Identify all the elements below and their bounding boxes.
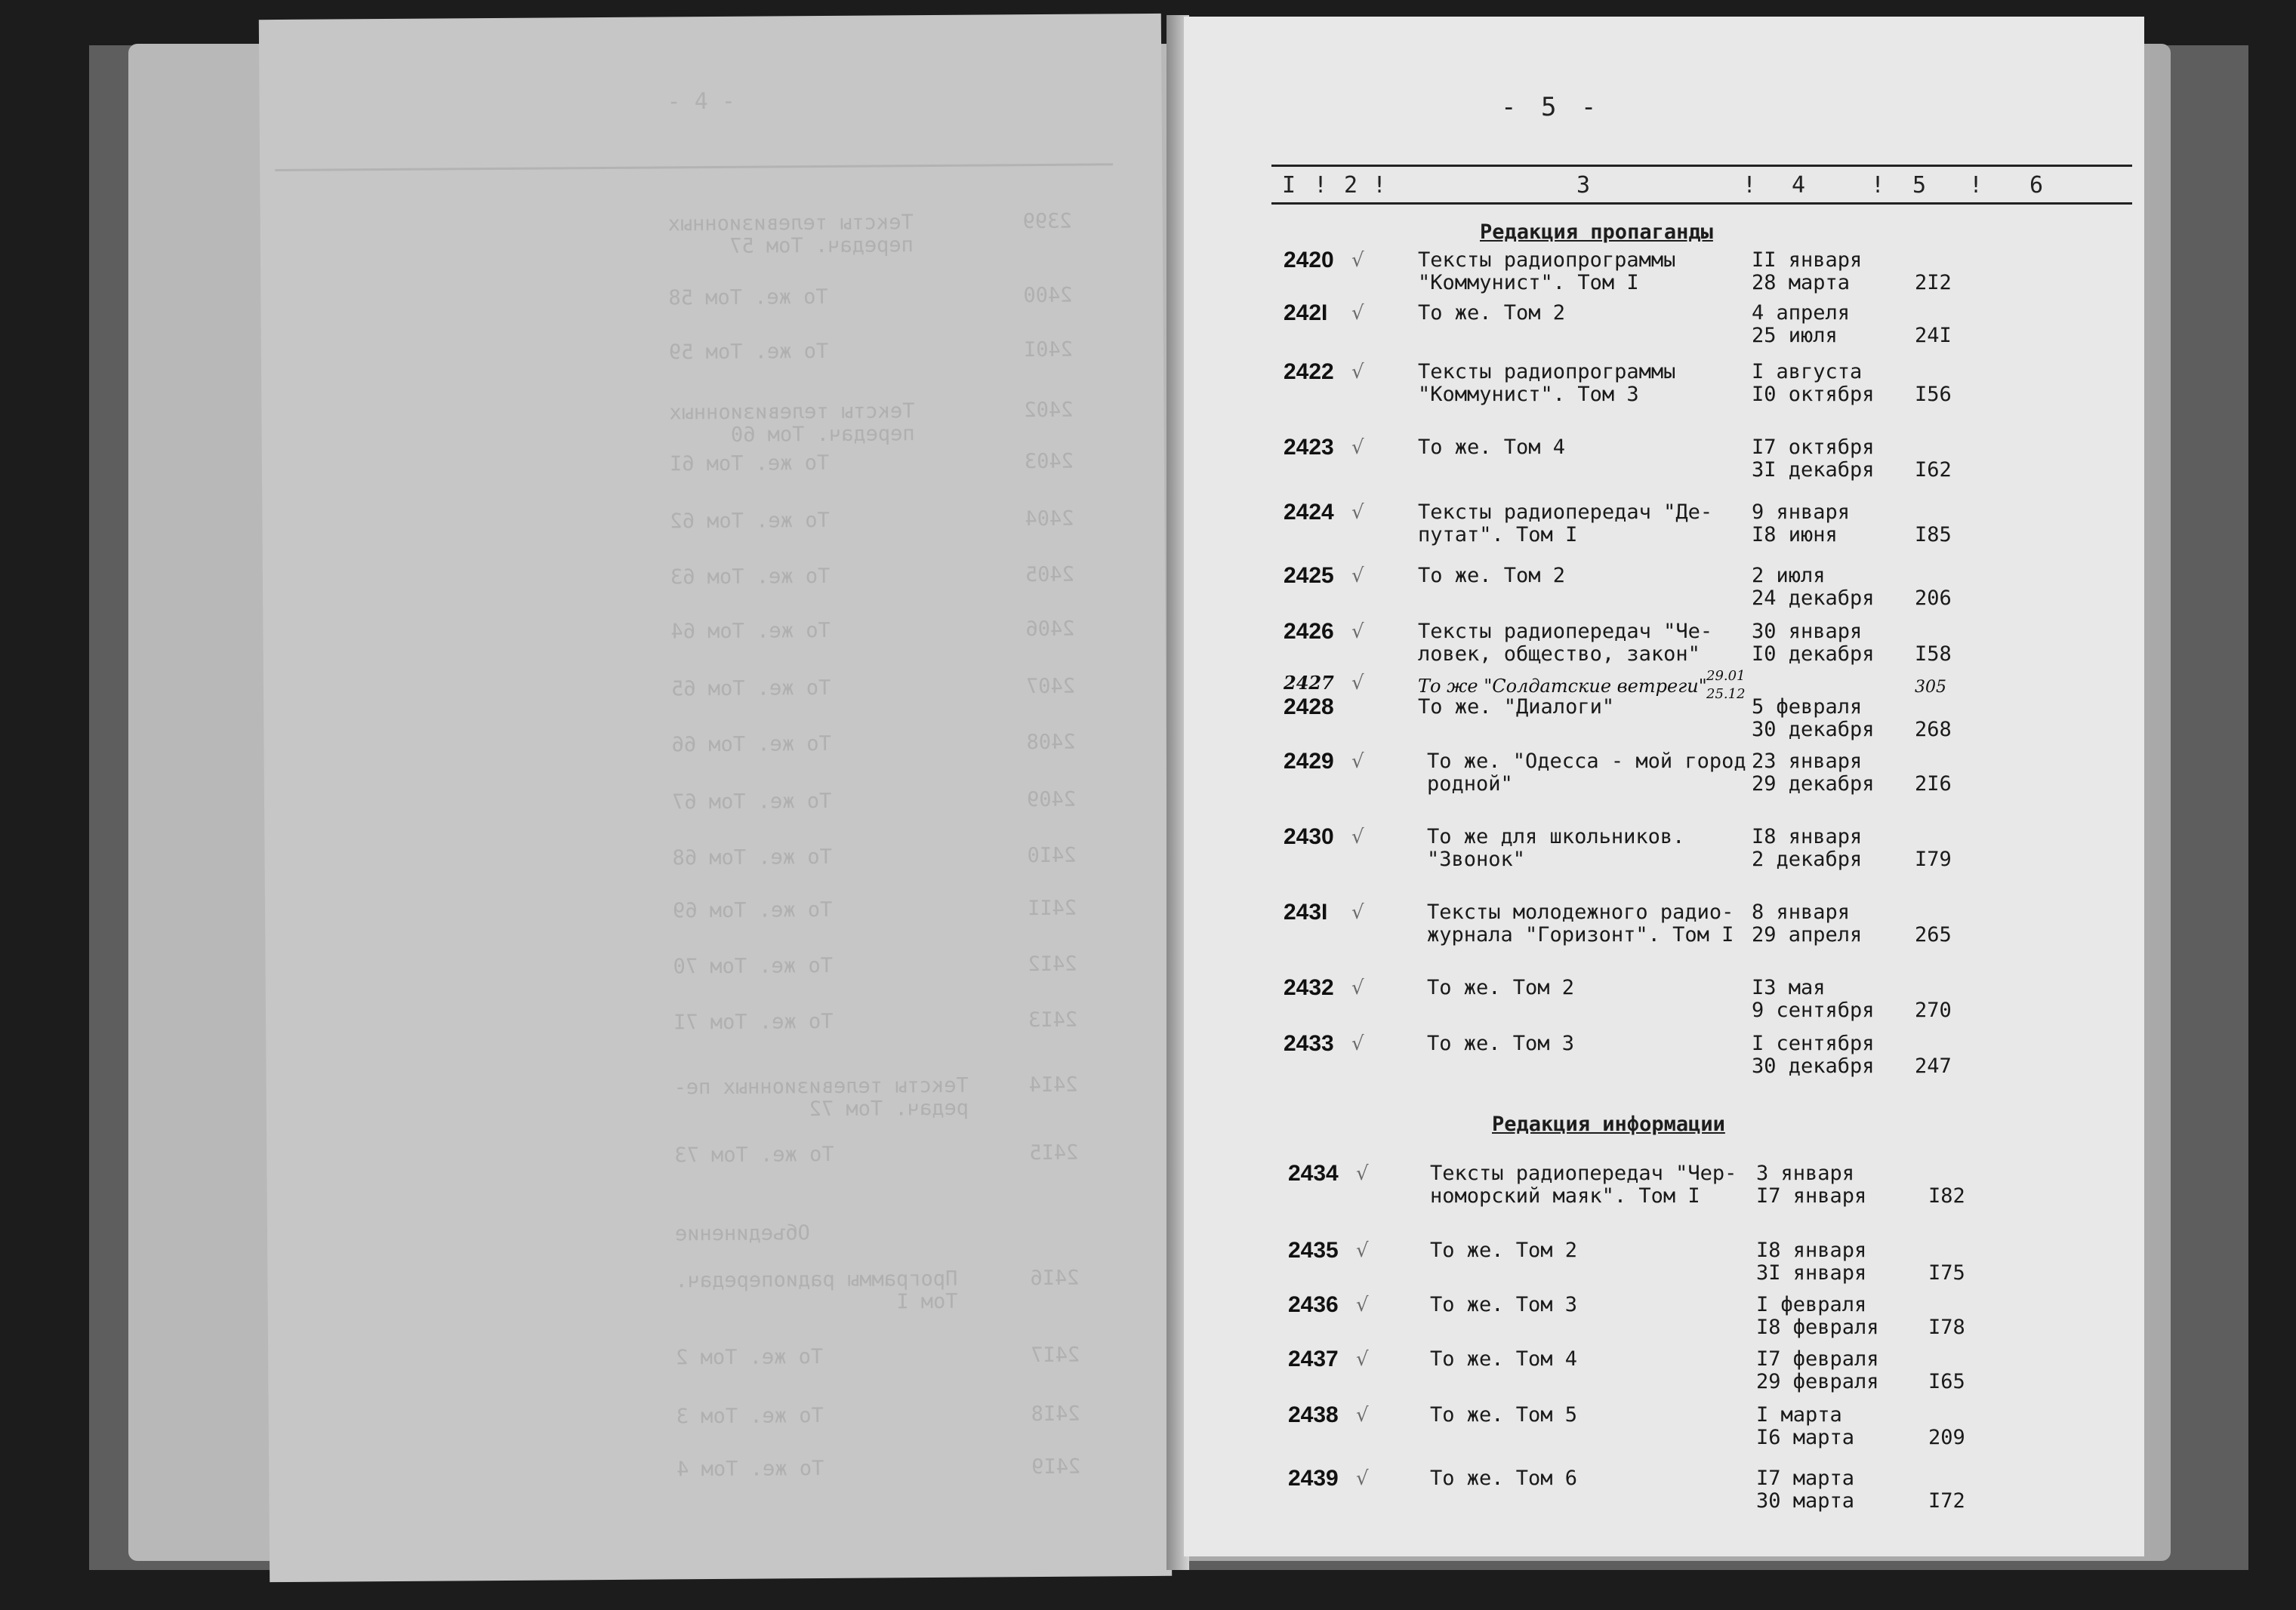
row-number: 2423 bbox=[1284, 435, 1334, 460]
left-row-number: 2408 bbox=[1026, 730, 1076, 755]
row-dates: I февраля I8 февраля bbox=[1756, 1293, 1879, 1339]
left-page bbox=[259, 14, 1172, 1582]
row-sheet-count: 247 bbox=[1915, 1054, 1952, 1078]
check-mark: √ bbox=[1356, 1348, 1369, 1371]
row-title: То же. "Диалоги" bbox=[1418, 695, 1615, 719]
handwritten-dates: 29.01 25.12 bbox=[1706, 668, 1746, 702]
left-row-title: Тексты телевизионных пе- редач. Том 72 bbox=[673, 1073, 969, 1122]
left-page-rows bbox=[259, 14, 1161, 1482]
column-header-3: 3 bbox=[1576, 172, 1591, 199]
left-row-number: 24I0 bbox=[1027, 843, 1077, 868]
row-number: 2433 bbox=[1284, 1031, 1334, 1056]
left-row-title: Тексты телевизионных передач. Том 60 bbox=[669, 399, 915, 447]
left-table-row bbox=[266, 1008, 1172, 1035]
row-dates: I8 января 3I января bbox=[1756, 1239, 1867, 1285]
left-row-number: 2400 bbox=[1023, 283, 1073, 308]
row-dates: 9 января I8 июня bbox=[1752, 500, 1851, 546]
left-table-row bbox=[264, 730, 1172, 757]
left-row-number: 2405 bbox=[1025, 562, 1075, 587]
column-header-5: 5 bbox=[1912, 172, 1927, 199]
left-row-number: 24I8 bbox=[1031, 1402, 1080, 1427]
left-row-title: Программы радиопередач. Том I bbox=[675, 1267, 958, 1314]
row-title: То же. Том 4 bbox=[1430, 1347, 1578, 1371]
row-dates: I7 февраля 29 февраля bbox=[1756, 1347, 1879, 1393]
left-table-row bbox=[261, 337, 1172, 365]
column-separator: ! bbox=[1743, 172, 1757, 199]
left-row-number: 24I3 bbox=[1028, 1008, 1078, 1033]
left-row-title: То же. Том 3 bbox=[676, 1404, 824, 1429]
left-row-title: Объединение bbox=[674, 1221, 810, 1246]
check-mark: √ bbox=[1351, 826, 1364, 848]
left-row-title: То же. Том 69 bbox=[672, 897, 833, 923]
check-mark: √ bbox=[1351, 501, 1364, 524]
left-row-title: То же. Том 66 bbox=[671, 731, 831, 757]
row-number: 243I bbox=[1284, 900, 1328, 925]
check-mark: √ bbox=[1356, 1239, 1369, 1262]
column-header-1: I bbox=[1282, 172, 1296, 199]
left-row-title: Тексты телевизионных передач. Том 57 bbox=[667, 211, 914, 258]
row-title: То же для школьников. "Звонок" bbox=[1427, 825, 1685, 871]
left-table-row bbox=[267, 1219, 1172, 1246]
left-row-number: 240I bbox=[1023, 337, 1074, 362]
left-row-title: То же. Том 7I bbox=[673, 1009, 834, 1035]
check-mark: √ bbox=[1356, 1404, 1369, 1427]
column-header-6: 6 bbox=[2029, 172, 2044, 199]
row-number: 2426 bbox=[1284, 619, 1334, 644]
check-mark: √ bbox=[1351, 672, 1364, 694]
right-page bbox=[1184, 17, 2144, 1556]
left-row-number: 24I4 bbox=[1028, 1073, 1078, 1097]
row-dates: I7 марта 30 марта bbox=[1756, 1467, 1855, 1513]
row-number: 2437 bbox=[1288, 1347, 1339, 1371]
column-separator: ! bbox=[1373, 172, 1387, 199]
handwritten-count: 305 bbox=[1915, 678, 1946, 697]
left-row-title: То же. Том 65 bbox=[670, 676, 831, 701]
left-row-number: 2404 bbox=[1025, 506, 1074, 531]
header-top-rule bbox=[1271, 165, 2132, 167]
column-separator: ! bbox=[1314, 172, 1328, 199]
row-number: 2436 bbox=[1288, 1292, 1339, 1317]
row-number: 2422 bbox=[1284, 359, 1334, 384]
row-title: То же. Том 2 bbox=[1427, 976, 1575, 999]
left-table-row bbox=[265, 896, 1172, 923]
row-dates: 3 января I7 января bbox=[1756, 1162, 1867, 1208]
row-dates: I сентября 30 декабря bbox=[1752, 1032, 1875, 1078]
row-number: 2439 bbox=[1288, 1466, 1339, 1491]
row-sheet-count: I78 bbox=[1928, 1316, 1965, 1339]
row-dates: 2 июля 24 декабря bbox=[1752, 564, 1875, 610]
row-number: 242I bbox=[1284, 300, 1328, 325]
check-mark: √ bbox=[1351, 1033, 1364, 1055]
row-sheet-count: I62 bbox=[1915, 458, 1952, 482]
left-row-number: 2399 bbox=[1022, 209, 1072, 234]
row-title: Тексты радиопередач "Чер- номорский маяк". Том I bbox=[1430, 1162, 1737, 1208]
row-sheet-count: 268 bbox=[1915, 718, 1952, 741]
check-mark: √ bbox=[1356, 1294, 1369, 1316]
row-number: 2438 bbox=[1288, 1402, 1339, 1427]
left-table-row bbox=[264, 843, 1172, 870]
row-sheet-count: I72 bbox=[1928, 1489, 1965, 1513]
check-mark: √ bbox=[1351, 565, 1364, 587]
left-row-title: То же. Том 64 bbox=[670, 618, 831, 644]
row-dates: I марта I6 марта bbox=[1756, 1403, 1855, 1449]
left-table-row bbox=[269, 1455, 1172, 1482]
row-title: То же. Том 4 bbox=[1418, 436, 1566, 459]
row-title: То же. Том 3 bbox=[1430, 1293, 1578, 1316]
row-dates: I8 января 2 декабря bbox=[1752, 825, 1863, 871]
row-number: 2424 bbox=[1284, 500, 1334, 525]
row-sheet-count: 209 bbox=[1928, 1426, 1965, 1449]
row-sheet-count: 206 bbox=[1915, 586, 1952, 610]
left-row-number: 2403 bbox=[1024, 449, 1074, 474]
row-title: То же. Том 3 bbox=[1427, 1032, 1575, 1055]
row-number: 2425 bbox=[1284, 563, 1334, 588]
row-number: 2429 bbox=[1284, 749, 1334, 774]
row-sheet-count: I79 bbox=[1915, 848, 1952, 871]
row-title: Тексты радиопрограммы "Коммунист". Том I bbox=[1418, 248, 1676, 294]
check-mark: √ bbox=[1351, 436, 1364, 459]
left-table-row bbox=[261, 398, 1172, 447]
row-sheet-count: I82 bbox=[1928, 1184, 1965, 1208]
row-title: То же. Том 5 bbox=[1430, 1403, 1578, 1427]
left-row-title: То же. Том 4 bbox=[676, 1457, 824, 1482]
left-row-number: 24I2 bbox=[1028, 952, 1077, 977]
left-page-number: - 4 - bbox=[667, 88, 735, 115]
left-row-number: 2402 bbox=[1024, 398, 1074, 423]
left-row-number: 24I9 bbox=[1031, 1455, 1081, 1479]
left-table-row bbox=[264, 674, 1172, 701]
row-sheet-count: 265 bbox=[1915, 923, 1952, 947]
row-title: То же. Том 2 bbox=[1430, 1239, 1578, 1262]
left-row-number: 24II bbox=[1027, 896, 1077, 921]
column-separator: ! bbox=[1871, 172, 1885, 199]
left-row-number: 24I7 bbox=[1031, 1343, 1080, 1368]
left-table-row bbox=[267, 1266, 1172, 1314]
row-sheet-count: 24I bbox=[1915, 324, 1952, 347]
left-row-title: То же. Том 2 bbox=[676, 1345, 824, 1370]
row-sheet-count: 2I6 bbox=[1915, 772, 1952, 796]
check-mark: √ bbox=[1356, 1162, 1369, 1185]
left-table-row bbox=[262, 506, 1172, 534]
row-dates: 30 января I0 декабря bbox=[1752, 620, 1875, 666]
row-sheet-count: I56 bbox=[1915, 383, 1952, 406]
row-title: Тексты молодежного радио- журнала "Горизонт". Том I bbox=[1427, 900, 1734, 947]
row-number: 2435 bbox=[1288, 1238, 1339, 1263]
check-mark: √ bbox=[1351, 620, 1364, 643]
left-table-row bbox=[263, 617, 1172, 644]
check-mark: √ bbox=[1351, 901, 1364, 924]
row-sheet-count: 2I2 bbox=[1915, 271, 1952, 294]
left-row-title: То же. Том 67 bbox=[671, 789, 832, 814]
left-row-title: То же. Том 70 bbox=[673, 953, 833, 979]
left-table-row bbox=[264, 787, 1172, 814]
row-number: 2430 bbox=[1284, 824, 1334, 849]
row-dates: 8 января 29 апреля bbox=[1752, 900, 1863, 947]
left-table-row bbox=[269, 1402, 1173, 1429]
left-row-number: 24I5 bbox=[1029, 1141, 1079, 1165]
row-title: То же. Том 2 bbox=[1418, 301, 1566, 325]
row-title: То же. "Одесса - мой город родной" bbox=[1427, 750, 1746, 796]
check-mark: √ bbox=[1356, 1467, 1369, 1490]
check-mark: √ bbox=[1351, 977, 1364, 999]
left-row-title: То же. Том 73 bbox=[674, 1142, 834, 1168]
row-number: 2420 bbox=[1284, 248, 1334, 272]
row-number: 2427 bbox=[1284, 672, 1334, 694]
section-title-propaganda: Редакция пропаганды bbox=[1480, 220, 1713, 244]
check-mark: √ bbox=[1351, 302, 1364, 325]
row-dates: I августа I0 октября bbox=[1752, 360, 1875, 406]
row-dates: 4 апреля 25 июля bbox=[1752, 301, 1851, 347]
row-dates: I7 октября 3I декабря bbox=[1752, 436, 1875, 482]
left-header-rule bbox=[275, 163, 1113, 171]
row-title: Тексты радиопередач "Че- ловек, общество, закон" bbox=[1418, 620, 1713, 666]
row-title: То же. Том 2 bbox=[1418, 564, 1566, 587]
row-dates: I3 мая 9 сентября bbox=[1752, 976, 1875, 1022]
row-dates: II января 28 марта bbox=[1752, 248, 1863, 294]
left-row-title: То же. Том 58 bbox=[668, 285, 828, 310]
check-mark: √ bbox=[1351, 750, 1364, 773]
row-sheet-count: I75 bbox=[1928, 1261, 1965, 1285]
row-title: Тексты радиопрограммы "Коммунист". Том 3 bbox=[1418, 360, 1676, 406]
left-table-row bbox=[265, 952, 1172, 979]
check-mark: √ bbox=[1351, 361, 1364, 383]
row-title: То же. Том 6 bbox=[1430, 1467, 1578, 1490]
row-sheet-count: I58 bbox=[1915, 642, 1952, 666]
left-table-row bbox=[267, 1141, 1172, 1168]
left-row-title: То же. Том 63 bbox=[670, 564, 831, 590]
left-row-title: То же. Том 62 bbox=[670, 508, 830, 534]
left-table-row bbox=[260, 283, 1172, 310]
column-header-2: 2 bbox=[1344, 172, 1358, 199]
row-number: 2432 bbox=[1284, 975, 1334, 1000]
page-number: - 5 - bbox=[1501, 92, 1601, 122]
check-mark: √ bbox=[1351, 249, 1364, 272]
left-row-number: 2407 bbox=[1025, 674, 1076, 699]
row-number: 2434 bbox=[1288, 1161, 1339, 1186]
row-sheet-count: 270 bbox=[1915, 999, 1952, 1022]
header-bottom-rule bbox=[1271, 202, 2132, 205]
left-table-row bbox=[267, 1073, 1173, 1122]
row-sheet-count: I65 bbox=[1928, 1370, 1965, 1393]
row-dates: 5 февраля 30 декабря bbox=[1752, 695, 1875, 741]
column-header-4: 4 bbox=[1792, 172, 1806, 199]
left-table-row bbox=[260, 209, 1173, 258]
left-table-row bbox=[262, 449, 1172, 476]
left-row-title: То же. Том 59 bbox=[668, 339, 829, 365]
row-number: 2428 bbox=[1284, 694, 1334, 719]
row-dates: 23 января 29 декабря bbox=[1752, 750, 1875, 796]
column-separator: ! bbox=[1969, 172, 1983, 199]
row-sheet-count: I85 bbox=[1915, 523, 1952, 546]
left-row-title: То же. Том 6I bbox=[669, 451, 830, 476]
section-title-information: Редакция информации bbox=[1492, 1113, 1725, 1136]
left-table-row bbox=[268, 1343, 1172, 1370]
left-row-title: То же. Том 68 bbox=[672, 845, 832, 870]
left-row-number: 24I6 bbox=[1030, 1266, 1080, 1291]
left-row-number: 2409 bbox=[1026, 787, 1077, 812]
left-table-row bbox=[263, 562, 1172, 590]
left-row-number: 2406 bbox=[1025, 617, 1075, 642]
row-title: Тексты радиопередач "Де- путат". Том I bbox=[1418, 500, 1713, 546]
handwritten-entry: То же "Солдатские ветреги" bbox=[1418, 676, 1707, 697]
